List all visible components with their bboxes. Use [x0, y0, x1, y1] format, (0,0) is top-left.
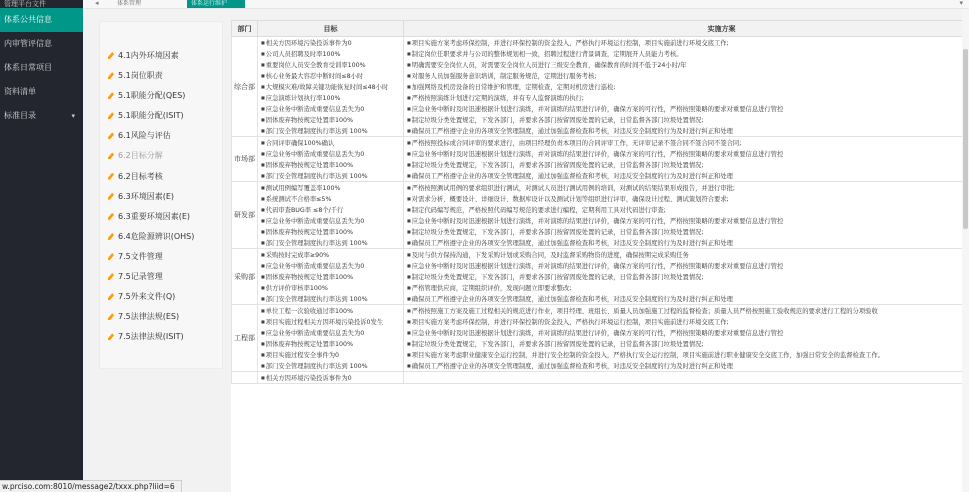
- plan-item: ■ 对服务人员加强服务意识培训，制定服务规范，定期进行服务考核;: [407, 70, 969, 81]
- plan-item: ■ 确保员工严格遵守企业的各项安全管理制度，通过加强监督检查和考核，对违反安全制度的行为及时进行纠正和处理: [407, 360, 969, 371]
- menu-item[interactable]: [100, 86, 222, 106]
- menu-item[interactable]: [100, 167, 222, 187]
- dept-cell: 工程部: [232, 305, 258, 372]
- sidebar-item-internal-audit[interactable]: 内审管评信息: [4, 39, 52, 48]
- plan-item: ■ 严格按照测试用例的要求组织进行测试，对测试人员进行测试用例的培训，对测试的结果结果形成报告，并进行审批;: [407, 182, 969, 193]
- plan-cell: [404, 249, 969, 305]
- plan-item: ■ 制定垃圾分类处置规定，下发各部门，并要求各部门按留固废处置的记录，日常监督各部门垃圾处置情况;: [407, 114, 969, 125]
- pencil-icon: [108, 52, 114, 59]
- goal-item: ■ 代码审查BUG率 ≤8个/千行: [261, 204, 403, 215]
- goal-item: ■ 测试用例编写覆盖率100%: [261, 182, 403, 193]
- chevron-left-icon[interactable]: ◂: [95, 0, 99, 7]
- dept-cell: 研发部: [232, 182, 258, 249]
- pencil-icon: [108, 173, 114, 180]
- plan-item: ■ 应急业务中断时及时迅速根据计划进行演练，并对演练的结果进行评价，确保方案的可行性，严格按照策略的要求对重要信息进行管控: [407, 215, 969, 226]
- pencil-icon: [108, 112, 114, 119]
- table-row: [232, 182, 969, 249]
- menu-item-label: 6.2目标分解: [118, 151, 163, 161]
- menu-item[interactable]: [100, 287, 222, 307]
- menu-item-label: 6.3重要环境因素(E): [118, 211, 191, 221]
- plan-item: ■ 应急业务中断时及时迅速根据计划进行演练，并对演练的结果进行评价，确保方案的可行性，严格按照策略的要求对重要信息进行管控: [407, 148, 969, 159]
- table-header-row: [232, 21, 969, 37]
- goal-item: ■ 固体废弃物按规定处置率100%: [261, 226, 403, 237]
- pencil-icon: [108, 132, 114, 139]
- goal-item: ■ 部门安全管理制度执行率达到 100%: [261, 293, 403, 304]
- menu-item[interactable]: [100, 126, 222, 146]
- menu-item[interactable]: [100, 66, 222, 86]
- pencil-icon: [108, 152, 114, 159]
- tab-system-management[interactable]: 体系管理: [117, 0, 142, 7]
- sidebar-item-management-files[interactable]: 管理平台文件: [4, 0, 46, 8]
- plan-cell: [404, 182, 969, 249]
- plan-item: ■ 严格按照投标或合同评审的要求进行，由项目经理负责本项目的合同评审工作，无评审记录不签合同不签合同不签合同;: [407, 137, 969, 148]
- goal-cell: [258, 249, 404, 305]
- goal-item: ■ 系统测试不合格率≤5%: [261, 193, 403, 204]
- menu-item-label: 7.5法律法规(ISIT): [118, 332, 184, 342]
- plan-item: ■ 项目实施方案考虑环保控制，并进行环保控制的资金投入，严格执行环境运行控制，项目实施前进行环境交底工作;: [407, 316, 969, 327]
- goal-cell: [258, 372, 404, 384]
- plan-item: ■ 确保员工严格遵守企业的各项安全管理制度，通过加强监督检查和考核，对违反安全制度的行为及时进行纠正和处理: [407, 237, 969, 248]
- sidebar-item-daily-projects[interactable]: 体系日常项目: [4, 63, 52, 72]
- pencil-icon: [108, 193, 114, 200]
- goal-item: ■ 相关方因环境污染投诉事件为0: [261, 372, 403, 383]
- main-content: [83, 9, 969, 492]
- menu-item-label: 7.5记录管理: [118, 272, 163, 282]
- menu-item[interactable]: [100, 46, 222, 66]
- pencil-icon: [108, 233, 114, 240]
- pencil-icon: [108, 253, 114, 260]
- plan-item: ■ 应急业务中断时及时迅速根据计划进行演练，并对演练的结果进行评价，确保方案的可行性，严格按照策略的要求对重要信息进行管控: [407, 260, 969, 271]
- plan-item: ■ 确保员工严格遵守企业的各项安全管理制度，通过加强监督检查和考核，对违反安全制度的行为及时进行纠正和处理: [407, 170, 969, 181]
- dept-cell: 采购部: [232, 249, 258, 305]
- plan-cell: [404, 137, 969, 182]
- table-row: [232, 372, 969, 384]
- plan-item: ■ 制定垃圾分类处置规定，下发各部门，并要求各部门按留固废处置的记录，日常监督各部门垃圾处置情况;: [407, 226, 969, 237]
- pencil-icon: [108, 313, 114, 320]
- sidebar-item-standard-catalog[interactable]: [0, 104, 83, 128]
- goal-item: ■ 部门安全管理制度执行率达到 100%: [261, 360, 403, 371]
- plan-item: ■ 项目实施方案考虑职业健康安全运行控制，并进行安全控制的资金投入，严格执行安全运行控制，项目实施前进行职业健康安全交底工作，加强日常安全的监督检查工作。: [407, 349, 969, 360]
- menu-item-label: 6.4危险源辨识(OHS): [118, 231, 195, 241]
- menu-item-label: 5.1职能分配(QES): [118, 91, 186, 101]
- plan-item: ■ 明确需要安全岗位人员，对需要安全岗位人员进行三级安全教育，确保教育的时间不低于24小时/年: [407, 59, 969, 70]
- table-row: [232, 249, 969, 305]
- menu-item-label: 6.1风险与评估: [118, 131, 171, 141]
- goal-item: ■ 公司人员招聘及时率100%: [261, 48, 403, 59]
- menu-item[interactable]: [100, 327, 222, 347]
- dept-cell: [232, 372, 258, 384]
- dept-cell: 市场部: [232, 137, 258, 182]
- menu-item[interactable]: [100, 187, 222, 207]
- plan-item: ■ 应急业务中断时及时迅速根据计划进行演练，并对演练的结果进行评价，确保方案的可行性，严格按照策略的要求对重要信息进行管控: [407, 327, 969, 338]
- goal-cell: [258, 305, 404, 372]
- menu-item[interactable]: [100, 106, 222, 126]
- goal-item: ■ 固体废弃物按规定处置率100%: [261, 271, 403, 282]
- objectives-table-wrapper: [231, 20, 969, 492]
- vertical-scrollbar[interactable]: [962, 9, 969, 492]
- goal-cell: [258, 137, 404, 182]
- goal-item: ■ 固体废弃物按规定处置率100%: [261, 338, 403, 349]
- goal-item: ■ 部门安全管理制度执行率达到 100%: [261, 170, 403, 181]
- menu-item[interactable]: [100, 267, 222, 287]
- menu-item[interactable]: [100, 207, 222, 227]
- menu-item-label: 7.5法律法规(ES): [118, 312, 180, 322]
- sidebar-item-document-list[interactable]: 资料清单: [4, 87, 36, 96]
- goal-item: ■ 固体废弃物按规定处置率100%: [261, 114, 403, 125]
- sidebar-item-system-public-info[interactable]: 体系公共信息: [0, 8, 83, 32]
- goal-item: ■ 应急演练计划执行率100%: [261, 92, 403, 103]
- menu-item-label: 6.3环境因素(E): [118, 191, 175, 201]
- goal-item: ■ 核心业务最大容忍中断时间≤8小时: [261, 70, 403, 81]
- goal-item: ■ 固体废弃物按规定处置率100%: [261, 159, 403, 170]
- goal-item: ■ 合同评审确保100%确认: [261, 137, 403, 148]
- dept-cell: 综合部: [232, 37, 258, 137]
- chevron-down-icon: ▾: [71, 112, 75, 120]
- clause-menu-panel: [99, 21, 223, 369]
- menu-item-label: 7.5文件管理: [118, 251, 163, 261]
- tab-strip: [83, 0, 969, 9]
- pencil-icon: [108, 72, 114, 79]
- table-row: [232, 37, 969, 137]
- plan-item: ■ 严格管理供应商，定期组织评价，发现问题立即要求整改;: [407, 282, 969, 293]
- plan-cell: [404, 305, 969, 372]
- plan-item: ■ 对需求分析、概要设计、详细设计、数据库设计以及测试计划等组织进行评审，确保设计过程、测试策划符合要求;: [407, 193, 969, 204]
- menu-item[interactable]: [100, 146, 222, 166]
- table-row: [232, 137, 969, 182]
- goal-item: ■ 应急业务中断造成重要信息丢失为0: [261, 215, 403, 226]
- goal-item: ■ 部门安全管理制度执行率达到 100%: [261, 237, 403, 248]
- chevron-down-icon[interactable]: ▾: [959, 0, 963, 7]
- goal-cell: [258, 37, 404, 137]
- plan-item: ■ 确保员工严格遵守企业的各项安全管理制度，通过加强监督检查和考核，对违反安全制度的行为及时进行纠正和处理: [407, 293, 969, 304]
- plan-item: ■ 制定岗位任职要求并与公司的整体规划相一致，招聘过程进行背景调查，定期展开人员能力考核。: [407, 48, 969, 59]
- goal-item: ■ 项目实施过程安全事件为0: [261, 349, 403, 360]
- plan-cell: [404, 372, 969, 384]
- pencil-icon: [108, 333, 114, 340]
- menu-item-label: 6.2目标考核: [118, 171, 163, 181]
- goal-item: ■ 单位工程一次验收通过率100%: [261, 305, 403, 316]
- goal-item: ■ 供方评价审核率100%: [261, 282, 403, 293]
- plan-item: ■ 项目实施方案考虑环保控制，并进行环保控制的资金投入，严格执行环境运行控制，项目实施前进行环境交底工作;: [407, 37, 969, 48]
- plan-item: ■ 严格按照演练计划进行定期的演练，并有专人监督演练的执行;: [407, 92, 969, 103]
- plan-item: ■ 确保员工严格遵守企业的各项安全管理制度，通过加强监督检查和考核，对违反安全制度的行为及时进行纠正和处理: [407, 125, 969, 136]
- sidebar-item-label: 标准目录: [4, 111, 36, 120]
- plan-item: ■ 制定垃圾分类处置规定，下发各部门，并要求各部门按留固废处置的记录，日常监督各部门垃圾处置情况;: [407, 271, 969, 282]
- goal-item: ■ 大规模灾难/故障关键功能恢复时间≤48小时: [261, 81, 403, 92]
- plan-item: ■ 制定垃圾分类处置规定，下发各部门，并要求各部门按留固废处置的记录，日常监督各部门垃圾处置情况;: [407, 159, 969, 170]
- pencil-icon: [108, 293, 114, 300]
- menu-item-label: 5.1职能分配(ISIT): [118, 111, 184, 121]
- pencil-icon: [108, 273, 114, 280]
- goal-item: ■ 应急业务中断造成重要信息丢失为0: [261, 327, 403, 338]
- left-sidebar: [0, 0, 83, 492]
- plan-item: ■ 制定代码编写规范，严格按照代码编写规范的要求进行编程，定期利用工具对代码进行审查;: [407, 204, 969, 215]
- menu-item[interactable]: [100, 247, 222, 267]
- objectives-table: [231, 20, 969, 384]
- menu-item[interactable]: [100, 227, 222, 247]
- menu-item-label: 5.1岗位职责: [118, 71, 163, 81]
- column-header-dept: 部门: [232, 21, 258, 37]
- column-header-plan: 实施方案: [404, 21, 969, 37]
- tab-system-operation[interactable]: 体系运行维护: [187, 0, 245, 8]
- plan-item: ■ 及时与供方保持沟通，下发采购计划或采购合同，及时监督采购物资的进度，确保按期完成采购任务: [407, 249, 969, 260]
- plan-item: ■ 加强网络及机房设备的日常维护和管理，定期检查，定期对机房进行巡检;: [407, 81, 969, 92]
- plan-item: ■ 严格按照施工方案及施工过程相关的规范进行作业，项目经理、班组长、质量人员加强施工过程的监督检查；质量人员严格按照施工验收规范的要求进行工程的分项验收: [407, 305, 969, 316]
- status-bar-url: w.prciso.com:8010/message2/txxx.php?liid=6: [0, 480, 182, 492]
- plan-cell: [404, 37, 969, 137]
- pencil-icon: [108, 213, 114, 220]
- goal-item: ■ 相关方因环境污染投诉事件为0: [261, 37, 403, 48]
- pencil-icon: [108, 92, 114, 99]
- goal-item: ■ 采购按时完成率≥90%: [261, 249, 403, 260]
- scrollbar-thumb[interactable]: [963, 49, 968, 229]
- plan-item: ■ 应急业务中断时及时迅速根据计划进行演练，并对演练的结果进行评价，确保方案的可行性，严格按照策略的要求对重要信息进行管控: [407, 103, 969, 114]
- goal-item: ■ 部门安全管理制度执行率达到 100%: [261, 125, 403, 136]
- goal-item: ■ 应急业务中断造成重要信息丢失为0: [261, 260, 403, 271]
- menu-item[interactable]: [100, 307, 222, 327]
- column-header-goal: 目标: [258, 21, 404, 37]
- table-row: [232, 305, 969, 372]
- goal-item: ■ 应急业务中断造成重要信息丢失为0: [261, 103, 403, 114]
- goal-item: ■ 项目实施过程相关方因环境污染投诉0发生: [261, 316, 403, 327]
- goal-cell: [258, 182, 404, 249]
- menu-item-label: 4.1内外环境因素: [118, 51, 179, 60]
- plan-item: ■ 制定垃圾分类处置规定，下发各部门，并要求各部门按留固废处置的记录，日常监督各部门垃圾处置情况;: [407, 338, 969, 349]
- goal-item: ■ 应急业务中断造成重要信息丢失为0: [261, 148, 403, 159]
- menu-item-label: 7.5外来文件(Q): [118, 292, 176, 302]
- clause-menu-list: [100, 46, 222, 347]
- goal-item: ■ 重要岗位人员安全教育受训率100%: [261, 59, 403, 70]
